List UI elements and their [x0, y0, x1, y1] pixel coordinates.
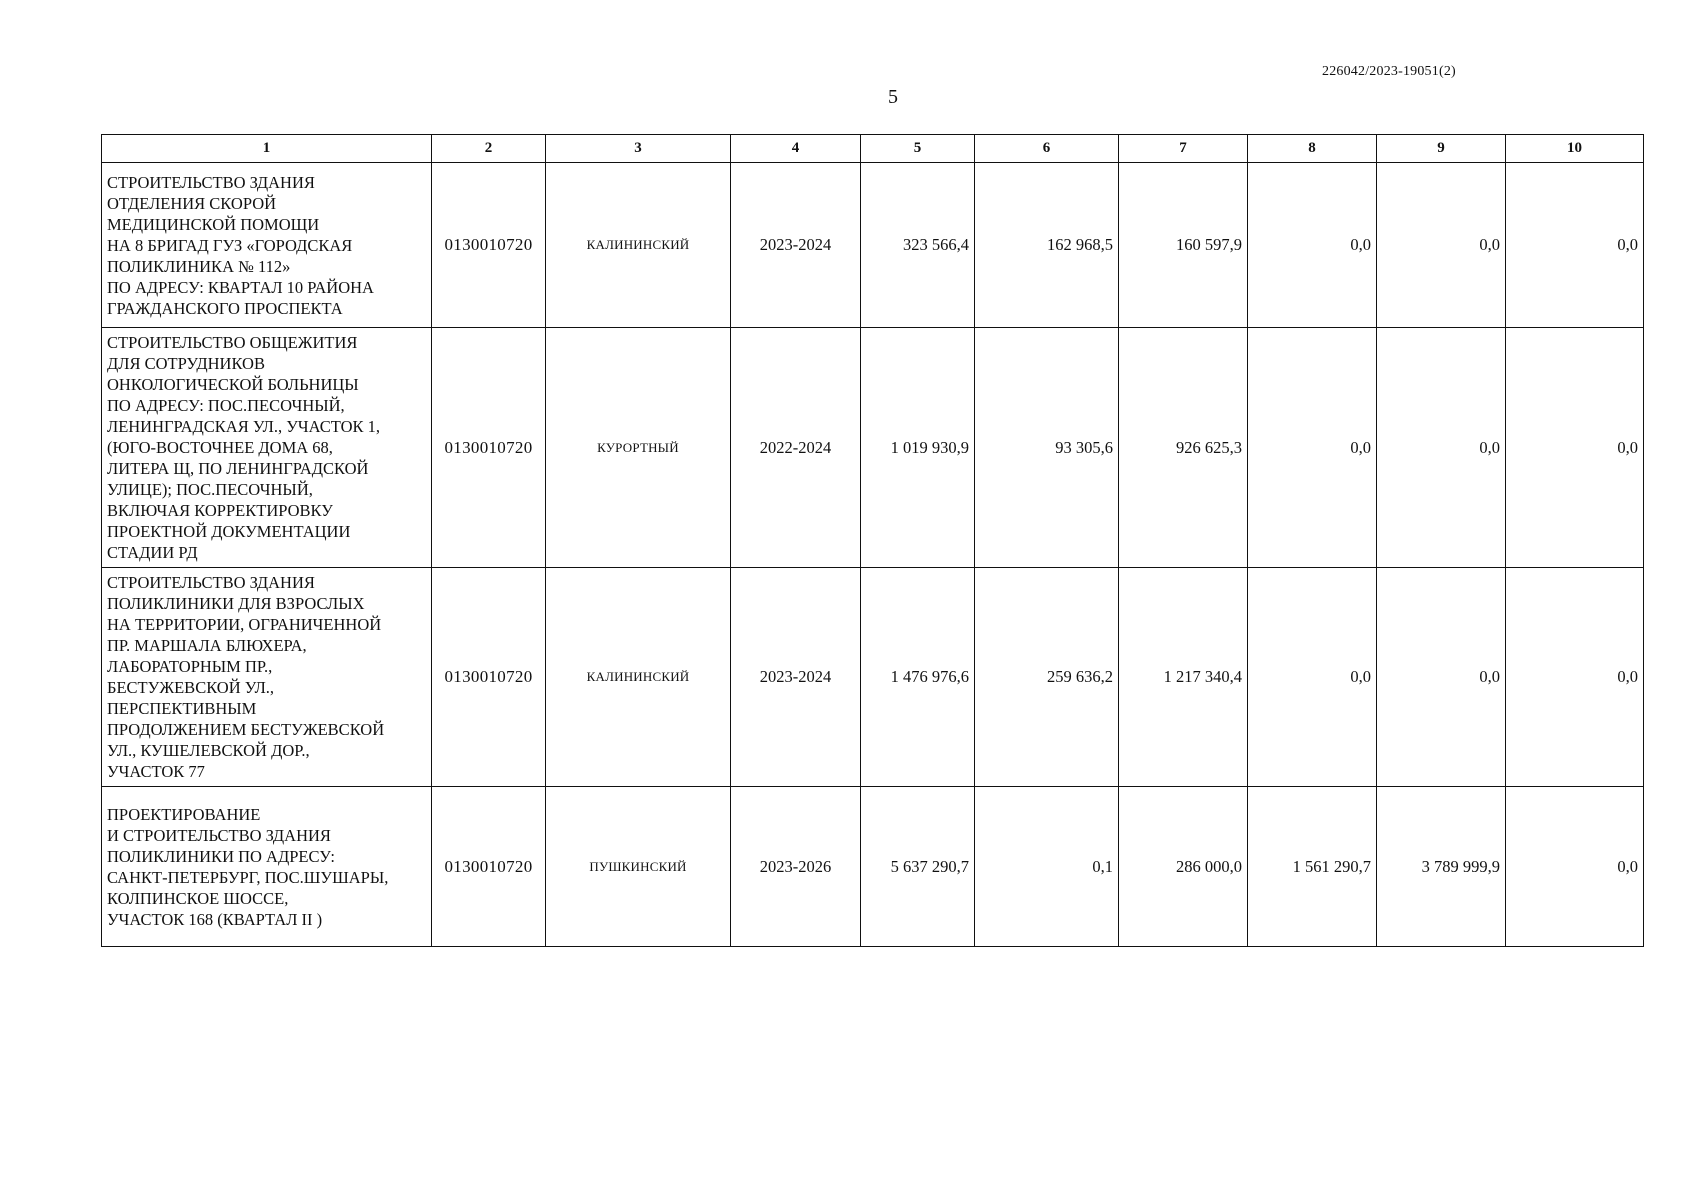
- object-name-line: ПР. МАРШАЛА БЛЮХЕРА,: [107, 636, 307, 655]
- header-row: [102, 135, 1644, 163]
- object-name-line: ПОЛИКЛИНИКИ ПО АДРЕСУ:: [107, 846, 335, 866]
- table-row: [102, 163, 1644, 328]
- value-cell-6: 0,1: [975, 787, 1119, 947]
- column-header-9: 9: [1377, 135, 1506, 163]
- program-table: [101, 134, 1644, 947]
- page-number: 5: [888, 86, 898, 108]
- object-name-line: ПРОДОЛЖЕНИЕМ БЕСТУЖЕВСКОЙ: [107, 720, 385, 739]
- object-name-line: НА 8 БРИГАД ГУЗ «ГОРОДСКАЯ: [107, 235, 353, 255]
- object-name-line: ПРОЕКТНОЙ ДОКУМЕНТАЦИИ: [107, 522, 351, 541]
- object-name-line: УЛИЦЕ); ПОС.ПЕСОЧНЫЙ,: [107, 480, 313, 499]
- value-cell-5: 5 637 290,7: [861, 787, 975, 947]
- value-cell-5: 1 476 976,6: [861, 568, 975, 787]
- object-name-line: НА ТЕРРИТОРИИ, ОГРАНИЧЕННОЙ: [107, 615, 382, 634]
- value-cell-8: 1 561 290,7: [1248, 787, 1377, 947]
- object-name-line: КОЛПИНСКОЕ ШОССЕ,: [107, 888, 289, 908]
- object-name-line: (ЮГО-ВОСТОЧНЕЕ ДОМА 68,: [107, 438, 333, 457]
- value-cell-9: 3 789 999,9: [1377, 787, 1506, 947]
- column-header-3: 3: [546, 135, 731, 163]
- object-name-cell: [102, 328, 432, 568]
- document-number: 226042/2023-19051(2): [1322, 64, 1456, 79]
- column-header-5: 5: [861, 135, 975, 163]
- object-name-line: ЛАБОРАТОРНЫМ ПР.,: [107, 657, 273, 676]
- object-name-line: УЧАСТОК 77: [107, 762, 205, 781]
- object-name-line: ПОЛИКЛИНИКА № 112»: [107, 256, 291, 276]
- object-name-line: САНКТ-ПЕТЕРБУРГ, ПОС.ШУШАРЫ,: [107, 867, 389, 887]
- value-cell-7: 286 000,0: [1119, 787, 1248, 947]
- district-cell: КАЛИНИНСКИЙ: [546, 568, 731, 787]
- period-cell: 2022-2024: [731, 328, 861, 568]
- value-cell-5: 1 019 930,9: [861, 328, 975, 568]
- column-header-2: 2: [432, 135, 546, 163]
- object-name-line: ДЛЯ СОТРУДНИКОВ: [107, 354, 265, 373]
- table-row: [102, 787, 1644, 947]
- column-header-1: 1: [102, 135, 432, 163]
- object-name-cell: [102, 568, 432, 787]
- object-name-line: ОТДЕЛЕНИЯ СКОРОЙ: [107, 193, 277, 213]
- table-row: [102, 568, 1644, 787]
- column-header-8: 8: [1248, 135, 1377, 163]
- district-cell: ПУШКИНСКИЙ: [546, 787, 731, 947]
- district-cell: КУРОРТНЫЙ: [546, 328, 731, 568]
- value-cell-8: 0,0: [1248, 328, 1377, 568]
- object-name-line: ЛИТЕРА Щ, ПО ЛЕНИНГРАДСКОЙ: [107, 459, 369, 478]
- value-cell-10: 0,0: [1506, 328, 1644, 568]
- table-header: [102, 135, 1644, 163]
- period-cell: 2023-2026: [731, 787, 861, 947]
- value-cell-6: 93 305,6: [975, 328, 1119, 568]
- value-cell-10: 0,0: [1506, 568, 1644, 787]
- value-cell-10: 0,0: [1506, 163, 1644, 328]
- object-name-line: ВКЛЮЧАЯ КОРРЕКТИРОВКУ: [107, 501, 333, 520]
- code-cell: 0130010720: [432, 328, 546, 568]
- table-row: [102, 328, 1644, 568]
- value-cell-8: 0,0: [1248, 568, 1377, 787]
- value-cell-9: 0,0: [1377, 568, 1506, 787]
- column-header-4: 4: [731, 135, 861, 163]
- table-body: [102, 163, 1644, 947]
- value-cell-7: 1 217 340,4: [1119, 568, 1248, 787]
- object-name-line: ГРАЖДАНСКОГО ПРОСПЕКТА: [107, 298, 343, 318]
- code-cell: 0130010720: [432, 787, 546, 947]
- value-cell-9: 0,0: [1377, 328, 1506, 568]
- object-name-line: БЕСТУЖЕВСКОЙ УЛ.,: [107, 678, 275, 697]
- object-name-cell: [102, 787, 432, 947]
- object-name-line: ОНКОЛОГИЧЕСКОЙ БОЛЬНИЦЫ: [107, 375, 359, 394]
- value-cell-6: 162 968,5: [975, 163, 1119, 328]
- object-name-line: ПРОЕКТИРОВАНИЕ: [107, 804, 261, 824]
- district-cell: КАЛИНИНСКИЙ: [546, 163, 731, 328]
- program-table-container: [101, 134, 1643, 947]
- object-name-line: УЛ., КУШЕЛЕВСКОЙ ДОР.,: [107, 741, 310, 760]
- object-name-line: СТРОИТЕЛЬСТВО ЗДАНИЯ: [107, 573, 315, 592]
- value-cell-6: 259 636,2: [975, 568, 1119, 787]
- column-header-6: 6: [975, 135, 1119, 163]
- code-cell: 0130010720: [432, 163, 546, 328]
- object-name-line: ЛЕНИНГРАДСКАЯ УЛ., УЧАСТОК 1,: [107, 417, 381, 436]
- value-cell-8: 0,0: [1248, 163, 1377, 328]
- period-cell: 2023-2024: [731, 163, 861, 328]
- object-name-line: ПО АДРЕСУ: КВАРТАЛ 10 РАЙОНА: [107, 277, 374, 297]
- object-name-line: СТРОИТЕЛЬСТВО ЗДАНИЯ: [107, 172, 315, 192]
- object-name-line: ПЕРСПЕКТИВНЫМ: [107, 699, 257, 718]
- object-name-line: СТАДИИ РД: [107, 543, 198, 562]
- value-cell-7: 160 597,9: [1119, 163, 1248, 328]
- code-cell: 0130010720: [432, 568, 546, 787]
- object-name-line: ПО АДРЕСУ: ПОС.ПЕСОЧНЫЙ,: [107, 396, 345, 415]
- column-header-7: 7: [1119, 135, 1248, 163]
- object-name-line: УЧАСТОК 168 (КВАРТАЛ II ): [107, 909, 323, 929]
- object-name-line: СТРОИТЕЛЬСТВО ОБЩЕЖИТИЯ: [107, 333, 358, 352]
- object-name-line: МЕДИЦИНСКОЙ ПОМОЩИ: [107, 214, 320, 234]
- column-header-10: 10: [1506, 135, 1644, 163]
- value-cell-10: 0,0: [1506, 787, 1644, 947]
- value-cell-5: 323 566,4: [861, 163, 975, 328]
- object-name-line: ПОЛИКЛИНИКИ ДЛЯ ВЗРОСЛЫХ: [107, 594, 365, 613]
- value-cell-9: 0,0: [1377, 163, 1506, 328]
- period-cell: 2023-2024: [731, 568, 861, 787]
- object-name-cell: [102, 163, 432, 328]
- value-cell-7: 926 625,3: [1119, 328, 1248, 568]
- object-name-line: И СТРОИТЕЛЬСТВО ЗДАНИЯ: [107, 825, 331, 845]
